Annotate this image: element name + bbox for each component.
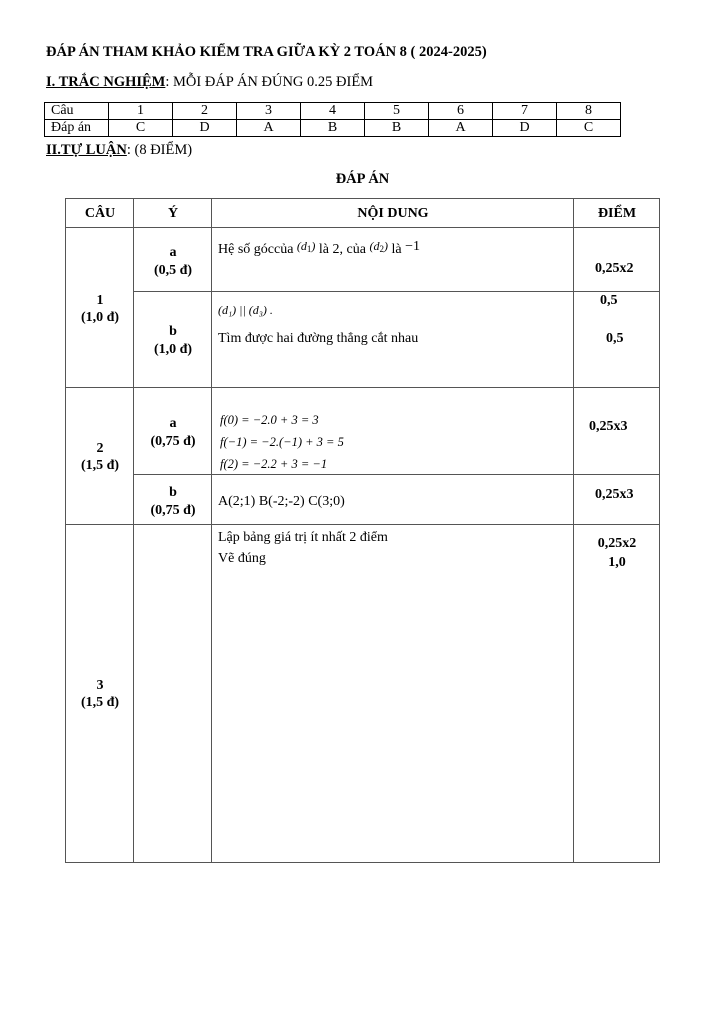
q2a-line-2: f(−1) = −2.(−1) + 3 = 5 (220, 435, 344, 449)
q1b-line1: (d₁) || (d₃) . (218, 303, 273, 317)
q1a-d2-sub: 2 (379, 244, 384, 254)
q2a-cell (134, 415, 212, 451)
mcq-answer: C (557, 120, 621, 137)
header-noi-dung: NỘI DUNG (357, 206, 429, 221)
q1a-d2: (d (369, 239, 380, 253)
q1a-value: −1 (405, 239, 420, 254)
page-title: ĐÁP ÁN THAM KHẢO KIỂM TRA GIỮA KỲ 2 TOÁN 8 ( 2024-2025) (46, 44, 487, 60)
q2b-content: A(2;1) B(-2;-2) C(3;0) (218, 494, 345, 509)
q1a-d1: (d (296, 239, 307, 253)
q3-score-1: 0,25x2 (597, 536, 637, 551)
q2a-score: 0,25x3 (589, 419, 628, 434)
q2b-score: 0,25x3 (595, 487, 634, 502)
mcq-question: 5 (365, 103, 429, 120)
q1a-d2-close: ) (383, 239, 388, 253)
q2a-label: a (169, 416, 177, 431)
q1-cell (66, 292, 134, 326)
mcq-answer: A (429, 120, 493, 137)
q1b-score-1: 0,5 (600, 293, 618, 308)
q2b-label: b (169, 485, 177, 500)
mcq-answer: C (109, 120, 173, 137)
q1a-cell (134, 244, 212, 280)
mcq-answer: B (301, 120, 365, 137)
q1a-d1-close: ) (311, 239, 316, 253)
q1b-label: b (169, 324, 177, 339)
q3-line-1: Lập bảng giá trị ít nhất 2 điểm (218, 530, 388, 545)
header-cau: CÂU (84, 206, 116, 221)
q3-number: 3 (96, 678, 104, 693)
q3-score-2: 1,0 (608, 555, 626, 570)
q2b-points: (0,75 đ) (150, 503, 196, 518)
mcq-question: 4 (301, 103, 365, 120)
section-1-label: I. TRẮC NGHIỆM (46, 74, 166, 90)
q2a-points: (0,75 đ) (150, 434, 196, 449)
mcq-answer: D (493, 120, 557, 137)
q2a-line-3: f(2) = −2.2 + 3 = −1 (220, 457, 328, 471)
q1-number: 1 (96, 293, 104, 308)
mcq-row-label: Câu (45, 103, 109, 120)
q1a-score: 0,25x2 (595, 261, 634, 276)
section-2-label: II.TỰ LUẬN (46, 142, 127, 158)
q1a-d1-sub: 1 (306, 244, 312, 254)
q2-number: 2 (96, 441, 104, 456)
mcq-question: 7 (493, 103, 557, 120)
q3-cell (66, 677, 134, 711)
q1a-text1: Hệ số góccủa (218, 242, 294, 257)
mcq-question: 6 (429, 103, 493, 120)
q2a-line-1: f(0) = −2.0 + 3 = 3 (220, 413, 319, 427)
header-diem: ĐIỂM (597, 206, 637, 221)
q1b-score-2: 0,5 (606, 331, 624, 346)
q1-points: (1,0 đ) (80, 310, 120, 325)
q2-cell (66, 440, 134, 474)
q1a-text2: là 2, của (318, 242, 366, 257)
q1b-cell (134, 323, 212, 359)
q2b-cell (134, 484, 212, 520)
q1a-text3: là (391, 242, 402, 257)
q1a-points: (0,5 đ) (153, 263, 193, 278)
q1b-points: (1,0 đ) (153, 342, 193, 357)
q2a-content (220, 409, 344, 475)
q2-points: (1,5 đ) (80, 458, 120, 473)
mcq-question: 1 (109, 103, 173, 120)
q3-points: (1,5 đ) (80, 695, 120, 710)
mcq-question: 2 (173, 103, 237, 120)
mcq-question: 8 (557, 103, 621, 120)
header-y: Ý (167, 206, 179, 221)
q3-content (218, 527, 388, 569)
q1a-label: a (169, 245, 177, 260)
section-2-rest: : (8 ĐIỂM) (126, 142, 193, 158)
section-1-rest: : MỖI ĐÁP ÁN ĐÚNG 0.25 ĐIỂM (165, 74, 374, 90)
q3-scores (574, 534, 660, 572)
mcq-answer: A (237, 120, 301, 137)
mcq-question: 3 (237, 103, 301, 120)
mcq-answer: B (365, 120, 429, 137)
q1a-content (218, 239, 420, 258)
q3-line-2: Vẽ đúng (218, 551, 266, 566)
mcq-row-label: Đáp án (45, 120, 109, 137)
answer-heading: ĐÁP ÁN (335, 171, 390, 187)
mcq-answer: D (173, 120, 237, 137)
q1b-line2: Tìm được hai đường thẳng cắt nhau (218, 331, 419, 346)
